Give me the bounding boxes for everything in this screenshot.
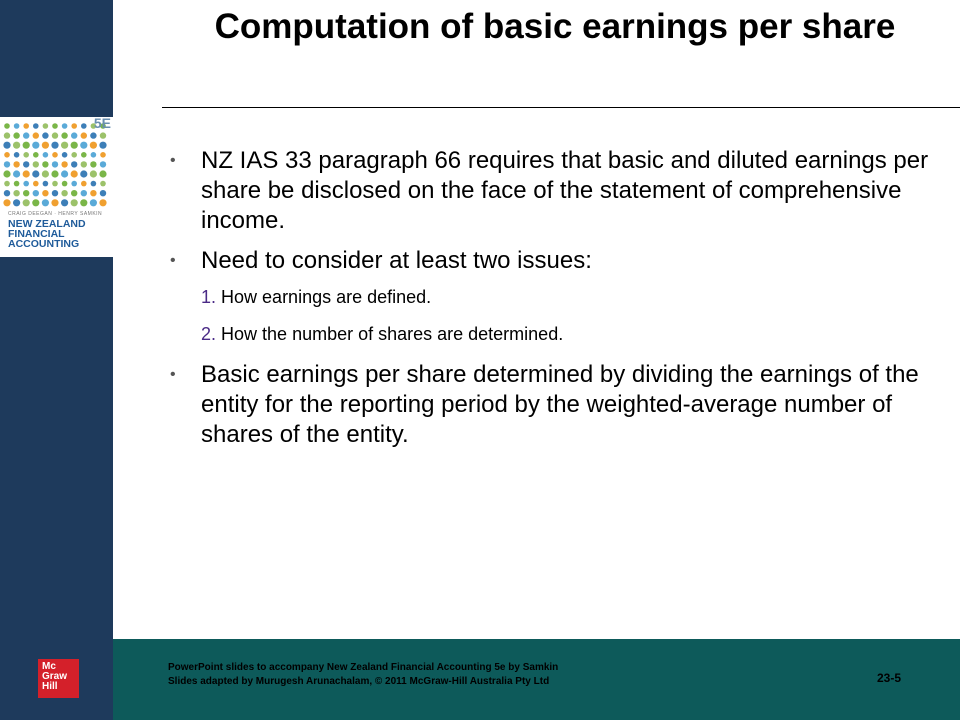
- cover-dot: [81, 132, 87, 138]
- numbered-item: [170, 286, 950, 308]
- cover-dot: [43, 152, 49, 158]
- bullet-item: [170, 360, 950, 450]
- cover-dot: [23, 123, 29, 129]
- cover-dot: [13, 199, 20, 206]
- cover-dot: [71, 199, 78, 206]
- cover-dot: [13, 132, 19, 138]
- cover-dot: [13, 190, 19, 196]
- numbered-item: [170, 323, 950, 345]
- cover-dot: [43, 181, 49, 187]
- cover-dot: [52, 123, 58, 129]
- bullet-marker: •: [170, 252, 176, 269]
- cover-dot: [71, 152, 77, 158]
- cover-dot: [90, 190, 96, 196]
- cover-title-line3: ACCOUNTING: [8, 238, 80, 250]
- bullet-item: [170, 146, 950, 236]
- cover-dot: [3, 170, 10, 177]
- cover-dot: [13, 142, 20, 149]
- cover-title-line1: NEW ZEALAND: [8, 218, 86, 230]
- cover-dot: [80, 170, 87, 177]
- cover-dot: [81, 161, 87, 167]
- cover-dot: [42, 142, 49, 149]
- cover-dot: [99, 142, 106, 149]
- cover-dot: [32, 170, 39, 177]
- cover-dot: [23, 170, 30, 177]
- cover-dot: [100, 181, 106, 187]
- cover-dot: [4, 190, 10, 196]
- cover-dot: [23, 142, 30, 149]
- cover-dot: [42, 190, 48, 196]
- slide-content: [170, 146, 950, 460]
- bullet-item: [170, 246, 950, 276]
- cover-dot: [52, 181, 58, 187]
- cover-dot: [81, 152, 87, 158]
- cover-dot: [71, 170, 78, 177]
- cover-dot: [51, 170, 58, 177]
- cover-dot: [90, 132, 96, 138]
- cover-dot: [33, 181, 39, 187]
- item-text: How earnings are defined.: [221, 287, 432, 307]
- cover-dot: [52, 190, 58, 196]
- cover-dot: [23, 181, 29, 187]
- cover-dot: [61, 190, 67, 196]
- cover-dot: [90, 142, 97, 149]
- cover-dot: [71, 123, 77, 129]
- cover-dot: [4, 161, 10, 167]
- cover-dot: [42, 199, 49, 206]
- item-number: 1.: [201, 287, 217, 307]
- cover-dot: [4, 152, 10, 158]
- cover-dot: [4, 123, 10, 129]
- left-sidebar: [0, 0, 113, 720]
- dot-pattern: [2, 121, 111, 211]
- cover-dot: [33, 190, 39, 196]
- book-cover-image: [0, 117, 113, 257]
- cover-dot: [33, 123, 39, 129]
- cover-dot: [62, 123, 68, 129]
- slide-number: 23-5: [877, 671, 902, 685]
- cover-dot: [33, 132, 39, 138]
- footer-line1: PowerPoint slides to accompany New Zealand Financial Accounting 5e by Samkin: [168, 662, 559, 673]
- cover-dot: [42, 170, 49, 177]
- cover-dot: [61, 170, 68, 177]
- cover-dot: [4, 132, 10, 138]
- cover-dot: [61, 161, 67, 167]
- cover-dot: [90, 199, 97, 206]
- bullet-text: Need to consider at least two issues:: [201, 247, 592, 274]
- cover-dot: [100, 161, 106, 167]
- cover-dot: [100, 190, 106, 196]
- slide-title: Computation of basic earnings per share: [214, 7, 896, 46]
- cover-dot: [23, 152, 29, 158]
- cover-dot: [51, 142, 58, 149]
- cover-dot: [23, 199, 30, 206]
- cover-dot: [81, 190, 87, 196]
- mcgraw-hill-logo: Mc Graw Hill: [38, 659, 79, 698]
- cover-dot: [91, 152, 97, 158]
- cover-dot: [14, 152, 20, 158]
- cover-edition: 5E: [93, 117, 111, 131]
- cover-dot: [51, 199, 58, 206]
- cover-dot: [23, 161, 29, 167]
- cover-dot: [71, 132, 77, 138]
- cover-dot: [100, 132, 106, 138]
- cover-dot: [90, 170, 97, 177]
- cover-dot: [23, 190, 29, 196]
- bullet-marker: •: [170, 366, 176, 383]
- cover-dot: [71, 181, 77, 187]
- cover-dot: [14, 181, 20, 187]
- cover-dot: [100, 152, 106, 158]
- footer-credits: [168, 661, 558, 689]
- cover-dot: [52, 132, 58, 138]
- cover-dot: [71, 190, 77, 196]
- item-text: How the number of shares are determined.: [221, 324, 564, 344]
- cover-dot: [33, 161, 39, 167]
- cover-authors: CRAIG DEEGAN · HENRY SAMKIN: [8, 211, 103, 217]
- bullet-text: NZ IAS 33 paragraph 66 requires that basic and diluted earnings per share be disclosed on the face of the statement of comprehensive income.: [201, 147, 929, 234]
- cover-dot: [71, 161, 77, 167]
- bullet-marker: •: [170, 152, 176, 169]
- cover-dot: [43, 123, 49, 129]
- item-number: 2.: [201, 324, 217, 344]
- cover-dot: [4, 181, 10, 187]
- cover-dot: [80, 142, 87, 149]
- cover-dot: [61, 132, 67, 138]
- cover-dot: [81, 123, 87, 129]
- cover-dot: [99, 170, 106, 177]
- cover-dot: [23, 132, 29, 138]
- cover-dot: [61, 199, 68, 206]
- cover-dot: [3, 199, 10, 206]
- cover-dot: [52, 152, 58, 158]
- footer-line2: Slides adapted by Murugesh Arunachalam, © 2011 McGraw-Hill Australia Pty Ltd: [168, 676, 550, 687]
- cover-dot: [71, 142, 78, 149]
- cover-dot: [3, 142, 10, 149]
- cover-dot: [81, 181, 87, 187]
- cover-dot: [32, 199, 39, 206]
- cover-dot: [42, 132, 48, 138]
- cover-dot: [32, 142, 39, 149]
- cover-dot: [99, 199, 106, 206]
- cover-dot: [80, 199, 87, 206]
- title-divider: [162, 107, 960, 108]
- cover-dot: [33, 152, 39, 158]
- cover-dot: [62, 152, 68, 158]
- cover-title: [8, 219, 86, 249]
- cover-dot: [42, 161, 48, 167]
- bullet-text: Basic earnings per share determined by dividing the earnings of the entity for the reporting period by the weighted-average number of shares of the entity.: [201, 361, 919, 448]
- cover-dot: [62, 181, 68, 187]
- cover-dot: [61, 142, 68, 149]
- cover-title-line2: FINANCIAL: [8, 228, 65, 240]
- cover-dot: [14, 123, 20, 129]
- cover-dot: [13, 170, 20, 177]
- cover-dot: [91, 181, 97, 187]
- cover-dot: [13, 161, 19, 167]
- cover-dot: [90, 161, 96, 167]
- cover-dot: [52, 161, 58, 167]
